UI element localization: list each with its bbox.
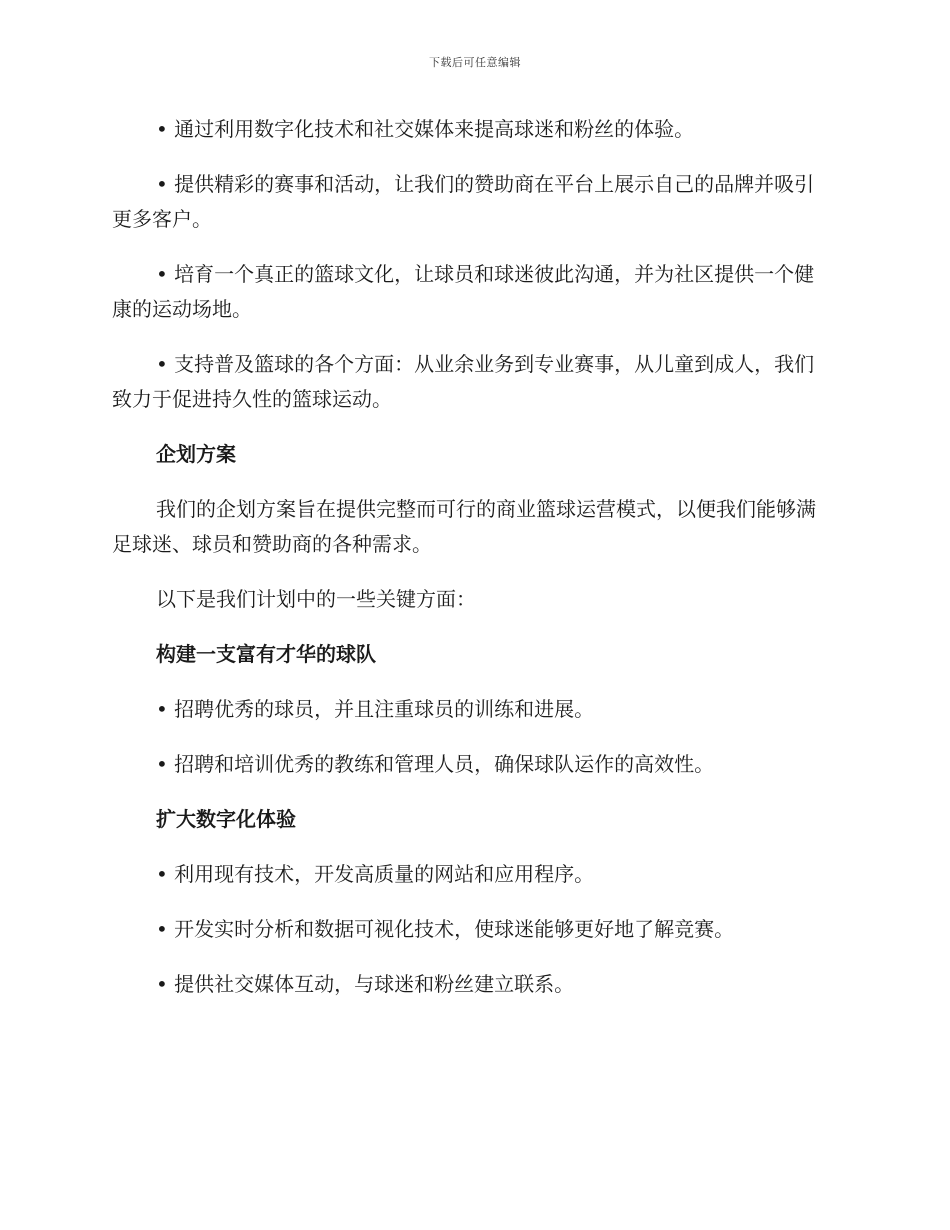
body-paragraph: 我们的企划方案旨在提供完整而可行的商业篮球运营模式，以便我们能够满足球迷、球员和赞助商的各种需求。	[112, 497, 816, 556]
bullet-paragraph: • 招聘和培训优秀的教练和管理人员，确保球队运作的高效性。	[156, 752, 715, 776]
bullet-paragraph: • 支持普及篮球的各个方面：从业余业务到专业赛事，从儿童到成人，我们致力于促进持久性的篮球运动。	[112, 352, 815, 411]
header-note: 下载后可任意编辑	[429, 56, 521, 69]
bullet-paragraph: • 培育一个真正的篮球文化，让球员和球迷彼此沟通，并为社区提供一个健康的运动场地。	[112, 262, 815, 321]
bullet-paragraph: • 通过利用数字化技术和社交媒体来提高球迷和粉丝的体验。	[156, 117, 695, 141]
section-heading: 构建一支富有才华的球队	[156, 642, 376, 666]
document-body	[112, 112, 832, 1022]
body-paragraph: 以下是我们计划中的一些关键方面：	[156, 587, 476, 611]
section-heading: 扩大数字化体验	[156, 807, 296, 831]
bullet-paragraph: • 提供精彩的赛事和活动，让我们的赞助商在平台上展示自己的品牌并吸引更多客户。	[112, 172, 815, 231]
bullet-paragraph: • 开发实时分析和数据可视化技术，使球迷能够更好地了解竞赛。	[156, 917, 735, 941]
bullet-paragraph: • 提供社交媒体互动，与球迷和粉丝建立联系。	[156, 972, 575, 996]
bullet-paragraph: • 利用现有技术，开发高质量的网站和应用程序。	[156, 862, 595, 886]
bullet-paragraph: • 招聘优秀的球员，并且注重球员的训练和进展。	[156, 697, 595, 721]
section-heading: 企划方案	[156, 442, 236, 466]
